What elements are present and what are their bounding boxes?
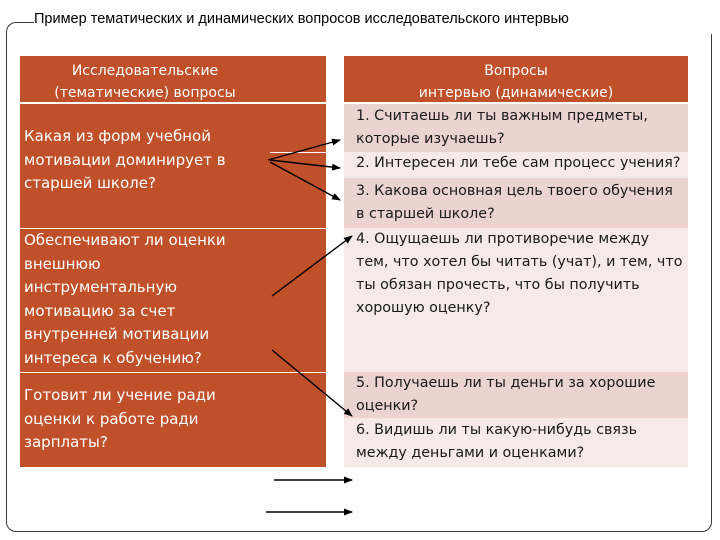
dynamic-line: 2. Интересен ли тебе сам процесс учения? [356, 155, 681, 171]
dynamic-line: 1. Считаешь ли ты важным предметы, [356, 108, 648, 124]
dynamic-line: 6. Видишь ли ты какую-нибудь связь [356, 422, 638, 438]
dynamic-line: хорошую оценку? [356, 300, 491, 316]
arrow-q1-to-d1 [268, 140, 340, 160]
dynamic-line: 4. Ощущаешь ли противоречие между [356, 231, 650, 247]
dynamic-line: тем, что хотел бы читать (учат), и тем, что [356, 254, 683, 270]
thematic-line: внутренней мотивации [24, 325, 210, 343]
dynamic-line: в старшей школе? [356, 206, 495, 222]
header-dynamic-line: интервью (динамические) [418, 85, 614, 101]
thematic-line: старшей школе? [24, 174, 156, 192]
thematic-line: Какая из форм учебной [24, 127, 211, 145]
thematic-line: внешнюю [24, 254, 101, 273]
thematic-line: оценки к работе ради [24, 409, 199, 428]
dynamic-line: которые изучаешь? [356, 131, 505, 147]
dynamic-line: 5. Получаешь ли ты деньги за хорошие [356, 375, 656, 391]
thematic-line: зарплаты? [24, 433, 108, 451]
thematic-line: Готовит ли учение ради [24, 386, 216, 404]
dynamic-line: 3. Какова основная цель твоего обучения [356, 183, 673, 199]
arrow-q2-to-d5 [272, 350, 352, 416]
arrow-q1-to-d2 [270, 160, 340, 168]
arrow-q1-to-d3 [270, 162, 340, 200]
thematic-line: мотивацию за счет [24, 301, 176, 320]
header-thematic-line: (тематические) вопросы [54, 85, 236, 101]
header-dynamic-line: Вопросы [484, 63, 548, 79]
dynamic-line: ты обязан прочесть, что бы получить [356, 277, 640, 293]
arrow-q2-to-d4 [272, 236, 352, 296]
slide-title: Пример тематических и динамических вопросов исследовательского интервью [34, 4, 714, 34]
thematic-line: интереса к обучению? [24, 348, 202, 367]
header-thematic-line: Исследовательские [71, 63, 219, 79]
dynamic-line: между деньгами и оценками? [356, 445, 585, 461]
thematic-line: Обеспечивают ли оценки [24, 231, 226, 249]
dynamic-line: оценки? [356, 398, 419, 414]
thematic-line: инструментальную [24, 278, 177, 296]
thematic-line: мотивации доминирует в [24, 150, 226, 169]
